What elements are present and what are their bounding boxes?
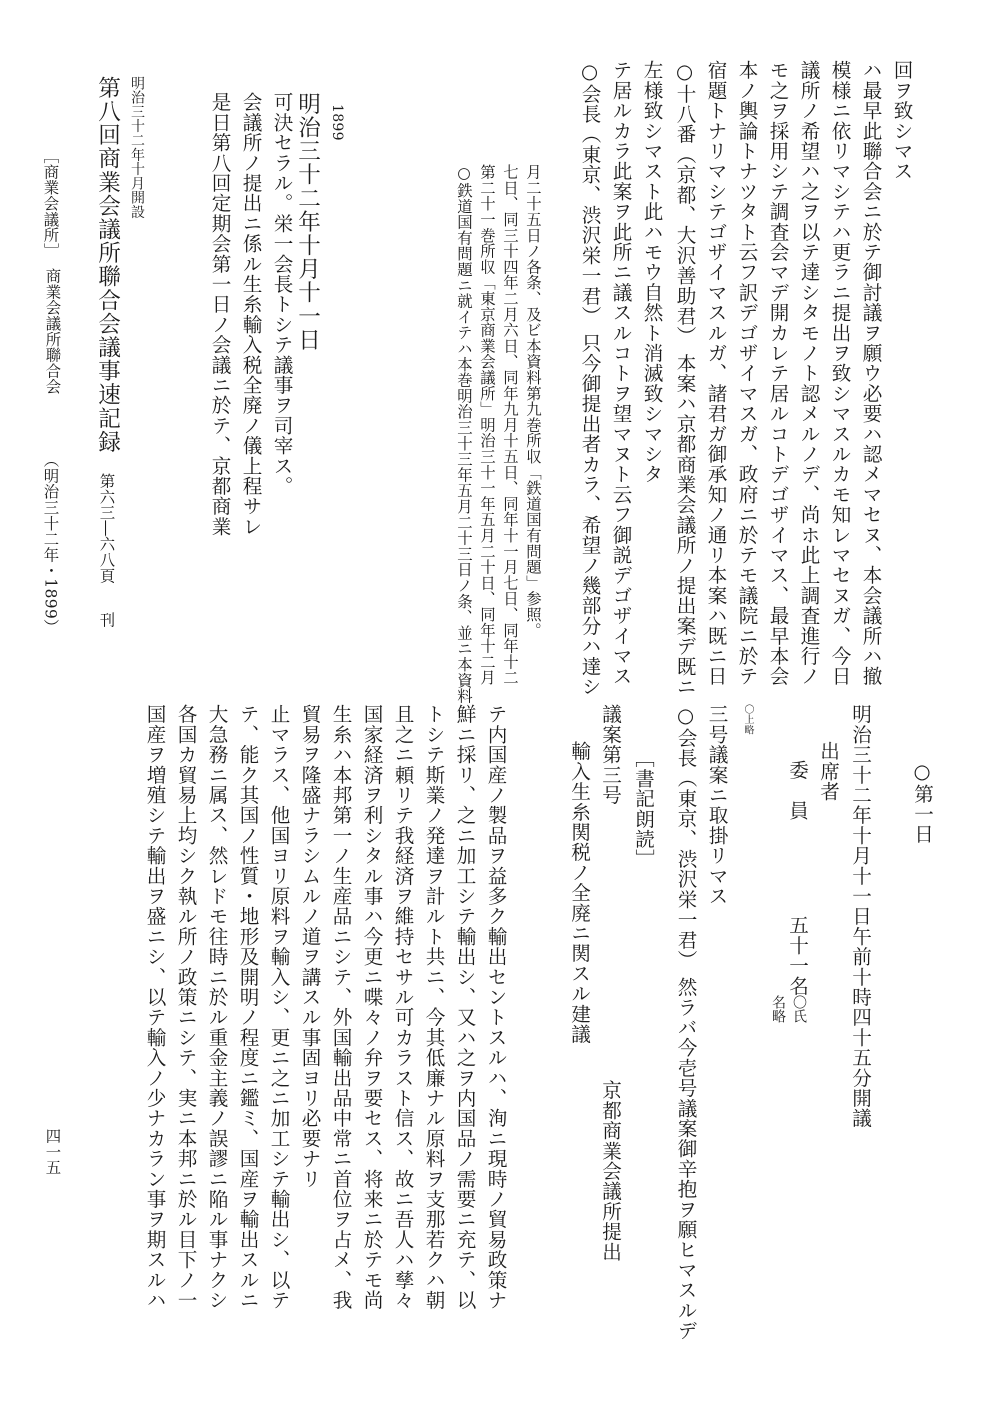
note-line: 月二十五日ノ各条、及ビ本資料第九巻所収「鉄道国有問題」参照。: [524, 164, 542, 638]
bill-line: 大急務ニ属ス、然レドモ往時ニ於ル重金主義ノ誤謬ニ陥ル事ナクシ: [205, 704, 228, 1310]
text-line: モ之ヲ採用シテ調査会マデ開カレテ居ルコトデゴザイマス、最早本会: [766, 60, 789, 687]
entry-line: 是日第八回定期会第一日ノ会議ニ於テ、京都商業: [208, 92, 231, 537]
speech-chairman-lower: [664, 704, 726, 1340]
members-label: 委 員: [785, 760, 809, 821]
entry-summary: [198, 92, 291, 536]
running-header-org: 商業会議所聯合会: [43, 268, 62, 395]
speech-osawa: [663, 60, 911, 696]
entry-line: 会議所ノ提出ニ係ル生糸輸入税全廃ノ儀上程サレ: [239, 92, 262, 537]
bill-line: トシテ斯業ノ発達ヲ計ルト共ニ、今其低廉ナル原料ヲ支那若クハ朝: [422, 704, 445, 1310]
bill-line: 生糸ハ本邦第一ノ生産品ニシテ、外国輸出品中常ニ首位ヲ占メ、我: [329, 704, 352, 1310]
text-line: 模様ニ依リマシテハ更ラニ提出ヲ致シマスルカモ知レマセヌガ、今日: [828, 60, 851, 687]
running-header-section: ［商業会議所］: [41, 148, 60, 259]
bill-line: テ、能ク其国ノ性質・地形及開明ノ程度ニ鑑ミ、国産ヲ輸出スルニ: [236, 704, 259, 1310]
running-header-year: （明治三十二年・1899）: [41, 452, 60, 635]
text-line: ハ最早此聯合会ニ於テ御討議ヲ願ウ必要ハ認メマセヌ、本会議所ハ撤: [859, 60, 882, 687]
members-note-bottom: 名略: [770, 995, 786, 1024]
text-line: テ居ルカラ此案ヲ此所ニ議スルコトヲ望マヌト云フ御説デゴザイマス: [609, 60, 632, 687]
bill-line: テ内国産ノ製品ヲ益多ク輸出セントスルハ、洵ニ現時ノ貿易政策ナ: [484, 704, 507, 1310]
note-line: 第二十一巻所収「東京商業会議所」明治三十一年五月二十日、同年十二月: [478, 164, 496, 686]
bill-line: 国家経済ヲ利シタル事ハ今更ニ喋々ノ弁ヲ要セス、将来ニ於テモ尚: [360, 704, 383, 1310]
text-line: 議所ノ希望ハ之ヲ以テ達シタモノト認メルノデ、尚ホ此上調査進行ノ: [797, 60, 820, 687]
text-line: 左様致シマスト此ハモウ自然ト消滅致シマシタ: [640, 60, 663, 485]
bill-line: 鮮ニ採リ、之ニ加工シテ輸出シ、又ハ之ヲ内国品ノ需要ニ充テ、以: [453, 704, 476, 1310]
note-line: 七日、同三十四年二月六日、同年九月十五日、同年十一月七日、同年十二: [501, 164, 519, 686]
bill-line: 国産ヲ増殖シテ輸出ヲ盛ニシ、以テ輸入ノ少ナカラン事ヲ期スルハ: [143, 704, 166, 1310]
bill-body: [133, 704, 505, 1310]
page-number: 四一五: [43, 1128, 62, 1176]
text-line: 本ノ輿論トナツタト云フ訳デゴザイマスガ、政府ニ於テモ議院ニ於テ: [735, 60, 758, 687]
speech-chairman-upper: [568, 60, 661, 696]
members-note-top: 〇氏: [791, 995, 807, 1024]
bill-line: 各国カ貿易上均シク執ル所ノ政策ニシテ、実ニ本邦ニ於ル目下ノ一: [174, 704, 197, 1310]
clerk-reading: ［書記朗読］: [631, 748, 655, 870]
date-heading: 明治三十二年十月十一日: [294, 92, 321, 352]
text-line: ○会長（東京、渋沢栄一君） 然ラバ今壱号議案御辛抱ヲ願ヒマスルデ: [674, 704, 697, 1341]
source-held: 明治三十二年十月開設: [129, 76, 145, 219]
text-line: 回ヲ致シマス: [890, 60, 913, 182]
opening-time: 明治三十二年十月十一日午前十時四十五分開議: [848, 704, 872, 1129]
bill-line: 貿易ヲ隆盛ナラシムルノ道ヲ講スル事固ヨリ必要ナリ: [298, 704, 321, 1189]
day-heading: ○第一日: [910, 760, 934, 845]
members-count: 五十一名: [785, 915, 809, 996]
note-line: ○鉄道国有問題ニ就イテハ本巻明治三十三年五月二十三日ノ条、並ニ本資料: [455, 164, 473, 704]
omission-mark: 〇上略: [742, 704, 753, 735]
bill-line: 且之ニ頼リテ我経済ヲ維持セサル可カラスト信ス、故ニ吾人ハ孳々: [391, 704, 414, 1310]
source-published: 刊: [97, 612, 116, 628]
source-pages: 第六三―六八頁: [97, 473, 116, 584]
bill-submitter: 京都商業会議所提出: [598, 1080, 622, 1262]
year-label: 1899: [329, 104, 345, 141]
text-line: ○十八番（京都、大沢善助君） 本案ハ京都商業会議所ノ提出案デ既ニ: [673, 60, 696, 697]
attendance-label: 出席者: [816, 741, 840, 802]
bill-title: 輸入生糸関税ノ全廃ニ関スル建議: [567, 741, 591, 1044]
source-title: 第八回商業会議所聯合会議事速記録: [94, 76, 121, 454]
entry-line: 可決セラル。栄一会長トシテ議事ヲ司宰ス。: [270, 92, 293, 496]
text-line: ○会長（東京、渋沢栄一君） 只今御提出者カラ、希望ノ幾部分ハ達シ: [578, 60, 601, 697]
text-line: 三号議案ニ取掛リマス: [705, 704, 728, 906]
text-line: 宿題トナリマシテゴザイマスルガ、諸君ガ御承知ノ通リ本案ハ既ニ日: [704, 60, 727, 687]
bill-line: 止マラス、他国ヨリ原料ヲ輸入シ、更ニ之ニ加工シテ輸出シ、以テ: [267, 704, 290, 1310]
bill-number: 議案第三号: [598, 704, 622, 805]
reference-note: [448, 164, 540, 704]
